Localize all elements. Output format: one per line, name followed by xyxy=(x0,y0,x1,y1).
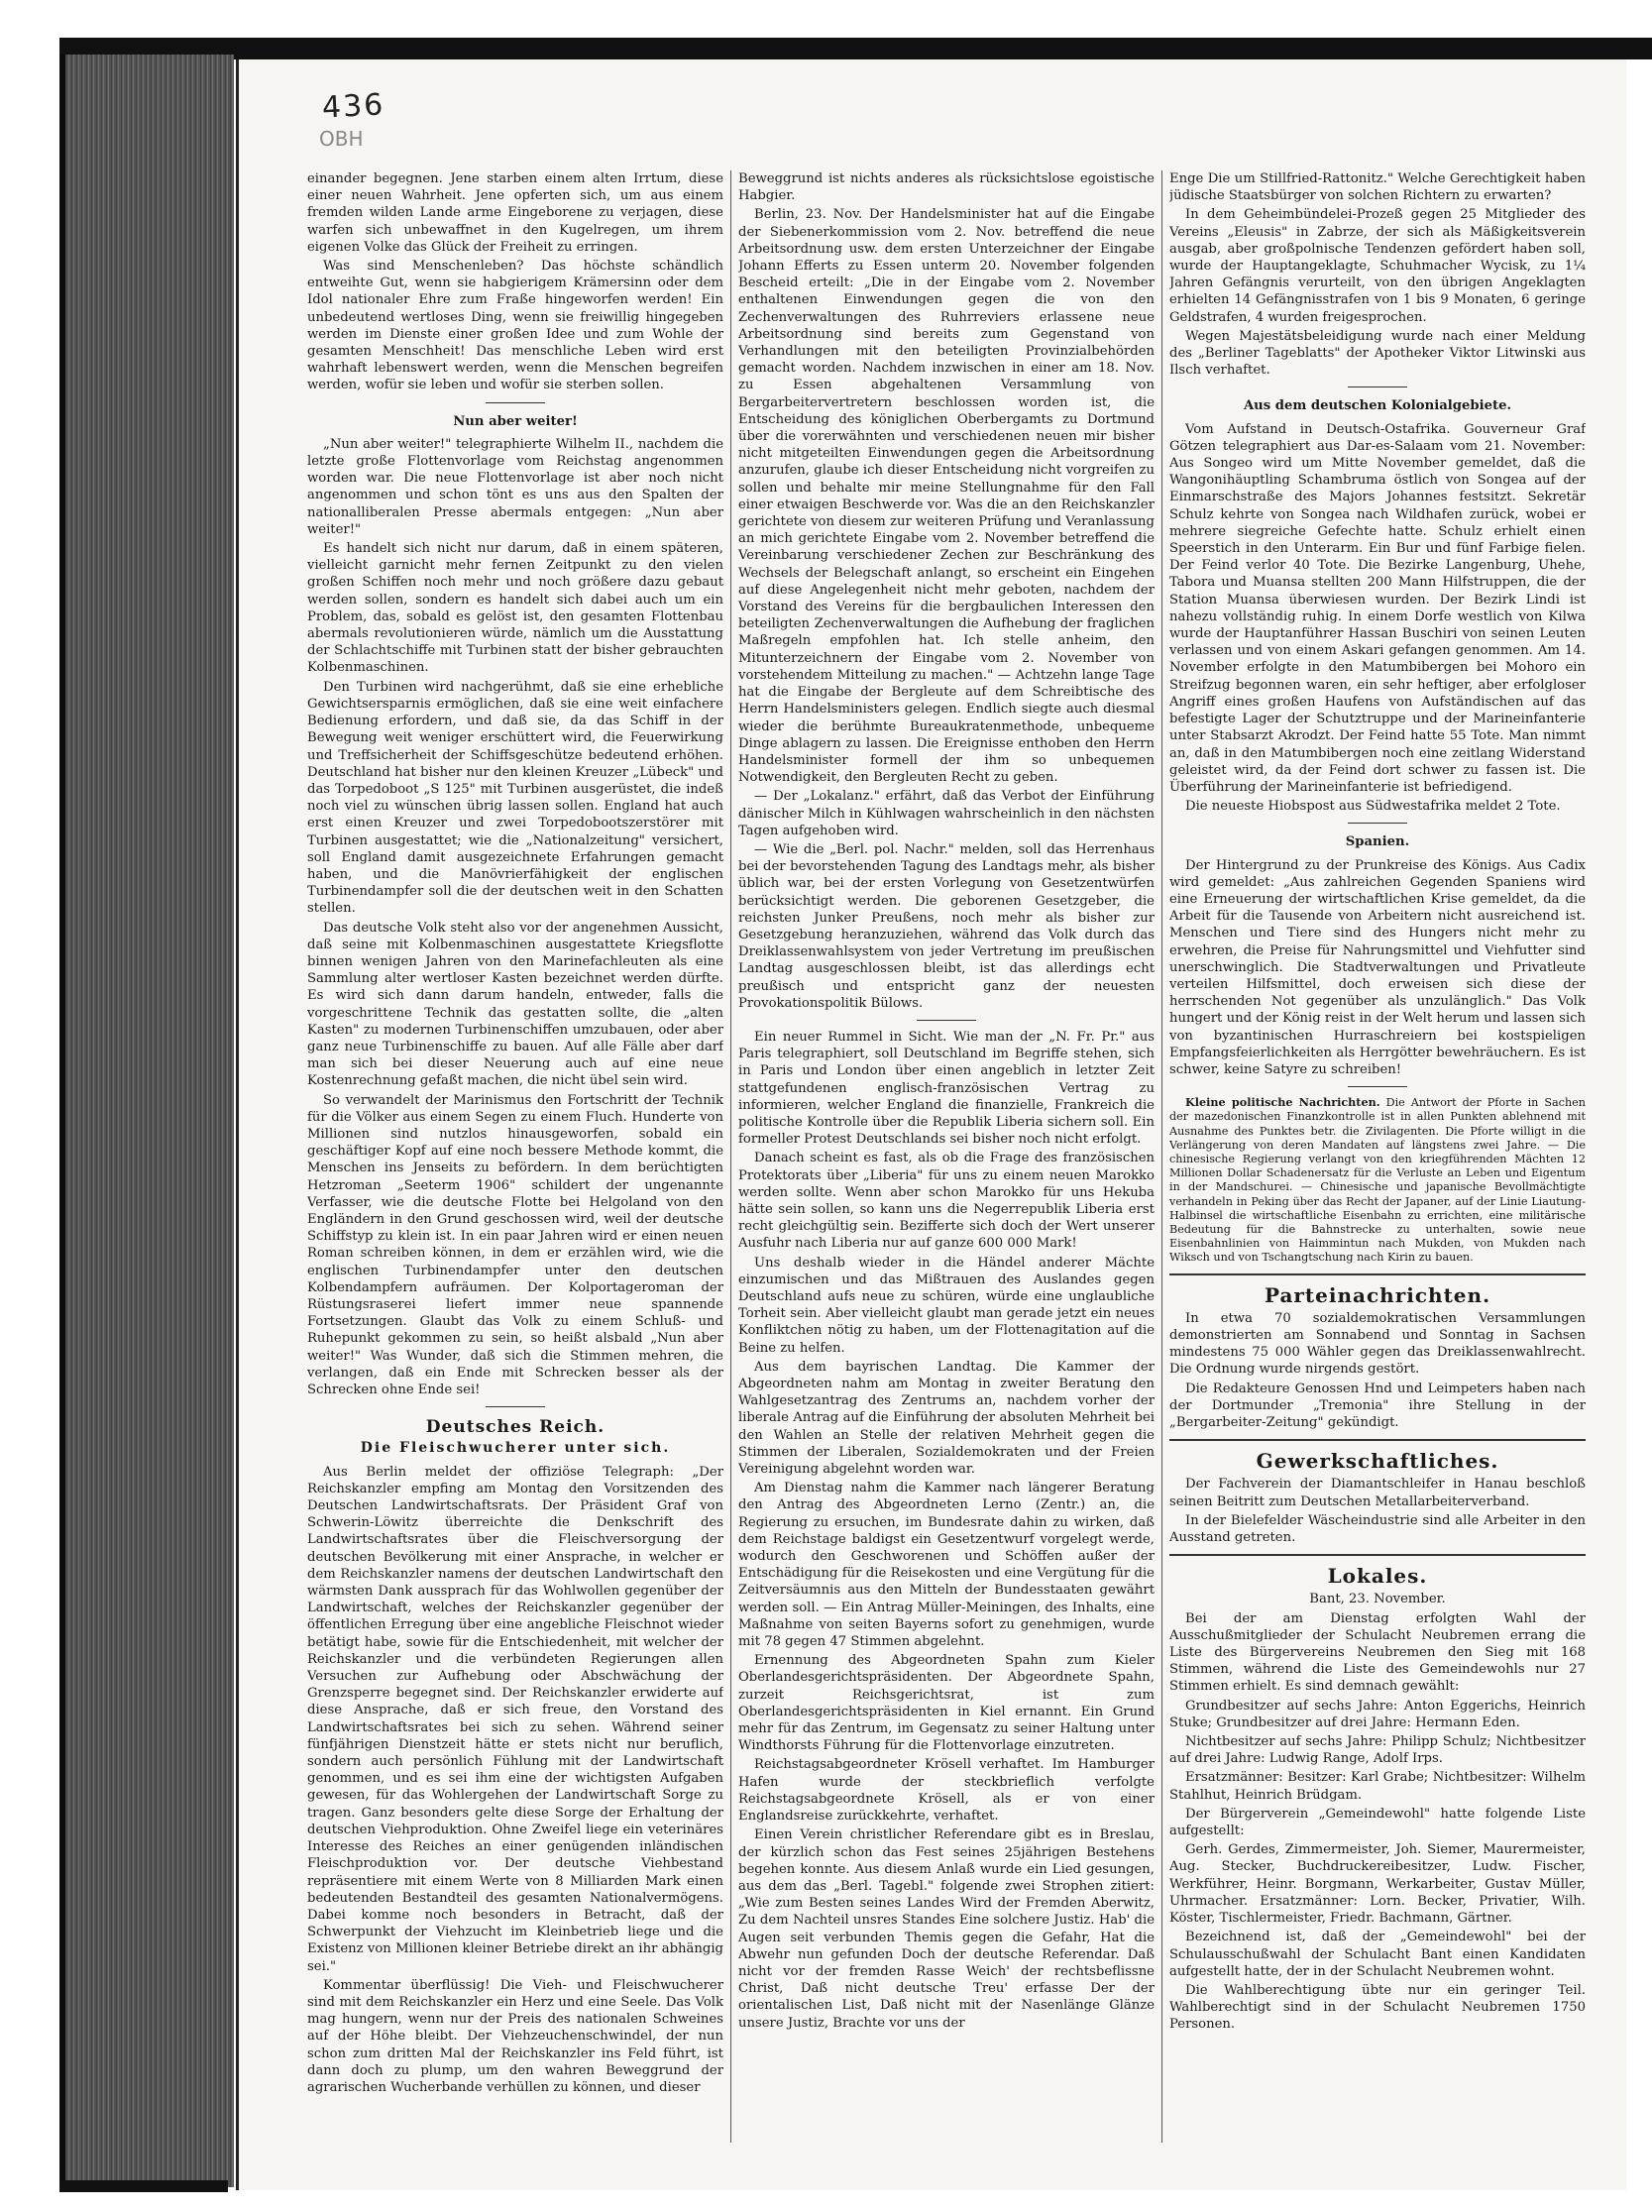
paragraph: Der Fachverein der Diamantschleifer in Hanau beschloß seinen Beitritt zum Deutschen Metallarbeiterverband. xyxy=(1169,1477,1586,1509)
paragraph xyxy=(1169,1095,1586,1265)
scanner-border-top xyxy=(59,38,1652,59)
column-rule xyxy=(730,170,731,2143)
paragraph: „Nun aber weiter!" telegraphierte Wilhelm II., nachdem die letzte große Flottenvorlage vom Reichstag angenommen worden war. Die neue Flottenvorlage ist aber noch nicht angenommen und schon tönt es uns aus den Spalten der nationalliberalen Presse abermals entgegen: „Nun aber weiter!" xyxy=(307,436,723,537)
paragraph: Ernennung des Abgeordneten Spahn zum Kieler Oberlandesgerichtspräsidenten. Der Abgeordnete Spahn, zurzeit Reichsgerichtsrat, ist zum Oberlandesgerichtspräsidenten in Kiel ernannt. Ein Grund mehr für das Zentrum, im Gegensatz zu seiner Haltung unter Windthorsts Führung für die Flottenvorlage einzutreten. xyxy=(738,1653,1155,1754)
column-rule xyxy=(1161,170,1162,2143)
divider xyxy=(486,402,545,403)
paragraph: Wegen Majestätsbeleidigung wurde nach einer Meldung des „Berliner Tageblatts" der Apotheker Viktor Litwinski aus Ilsch verhaftet. xyxy=(1169,328,1586,379)
section-heading: Spanien. xyxy=(1345,834,1410,850)
section-heading: Aus dem deutschen Kolonialgebiete. xyxy=(1243,398,1512,414)
paragraph: Die neueste Hiobspost aus Südwestafrika meldet 2 Tote. xyxy=(1185,799,1561,815)
divider xyxy=(1348,1086,1407,1087)
paragraph-text: Die Antwort der Pforte in Sachen der mazedonischen Finanzkontrolle ist in allen Punkten ablehnend mit Ausnahme des Punktes betr. die Zivilagenten. Die Pforte willigt in die Verlängerung von deren Mandaten auf längstens zwei Jahre. — Die chinesische Regierung verlangt von den kriegführenden Mächten 12 Millionen Dollar Schadenersatz für die Verluste an Leben und Eigentum in der Mandschurei. — Chinesische und japanische Bevollmächtigte verhandeln in Peking über das Recht der Japaner, auf der Linie Liautung-Halbinsel die wirtschaftliche Eisenbahn zu errichten, eine militärische Bedeutung für die Bahnstrecke zu unterhalten, sowie neue Eisenbahnlinien von Haimmintun nach Mukden, von Mukden nach Wiksch und von Tschangtschung nach Kirin zu bauen. xyxy=(1169,1096,1586,1265)
book-page-edges xyxy=(59,55,234,2187)
column-2 xyxy=(738,170,1155,2143)
paragraph: Die Redakteure Genossen Hnd und Leimpeters haben nach der Dortmunder „Tremonia" ihre Stellung in der „Bergarbeiter-Zeitung" gekündigt. xyxy=(1169,1381,1586,1431)
paragraph: Den Turbinen wird nachgerühmt, daß sie eine erhebliche Gewichtsersparnis ermöglichen, daß sie eine weit einfachere Bedienung erfordern, und daß sie, da das Schiff in der Bewegung weit weniger erschüttert wird, die Feuerwirkung und Treffsicherheit der Schiffsgeschütze bedeutend erhöhen. Deutschland hat bisher nur den kleinen Kreuzer „Lübeck" und das Torpedoboot „S 125" mit Turbinen ausgerüstet, die indeß noch viel zu wünschen übrig lassen sollen. England hat auch erst einen Kreuzer und zwei Torpedobootszerstörer mit Turbinen ausgestattet; wie die „Nationalzeitung" versichert, soll England damit ausgezeichnete Erfahrungen gemacht haben, und die Manövrierfähigkeit der englischen Turbinendampfer soll die der deutschen weit in den Schatten stellen. xyxy=(307,679,723,917)
paragraph: Uns deshalb wieder in die Händel anderer Mächte einzumischen und das Mißtrauen des Auslandes gegen Deutschland aufs neue zu schüren, würde eine unglaubliche Torheit sein. Aber vielleicht glaubt man gerade jetzt ein neues Konfliktchen nötig zu haben, um der Flottenagitation auf die Beine zu helfen. xyxy=(738,1255,1155,1356)
paragraph: — Der „Lokalanz." erfährt, daß das Verbot der Einführung dänischer Milch in Kühlwagen wahrscheinlich in den nächsten Tagen aufgehoben wird. xyxy=(738,789,1155,838)
page-number: 436 xyxy=(321,87,386,126)
paragraph: Reichstagsabgeordneter Krösell verhaftet. Im Hamburger Hafen wurde der steckbrieflich verfolgte Reichstagsabgeordnete Krösell, als er von einer Englandsreise zurückkehrte, verhaftet. xyxy=(738,1757,1155,1825)
scanner-border-bottom xyxy=(59,2180,228,2192)
paragraph: Ein neuer Rummel in Sicht. Wie man der „N. Fr. Pr." aus Paris telegraphiert, soll Deutschland im Begriffe stehen, sich in Paris und London über einen angeblich in letzter Zeit stattgefundenen englisch-französischen Vertrag zu informieren, welcher England die finanzielle, Frankreich die politische Kontrolle über die Republik Liberia sichern soll. Ein formeller Protest Deutschlands sei bisher noch nicht erfolgt. xyxy=(738,1029,1155,1148)
paragraph: Der Bürgerverein „Gemeindewohl" hatte folgende Liste aufgestellt: xyxy=(1169,1806,1586,1839)
paragraph: In der Bielefelder Wäscheindustrie sind alle Arbeiter in den Ausstand getreten. xyxy=(1169,1512,1586,1546)
divider xyxy=(1348,823,1407,824)
paragraph: Enge Die um Stillfried-Rattonitz." Welche Gerechtigkeit haben jüdische Staatsbürger von solchen Richtern zu erwarten? xyxy=(1169,171,1586,204)
paragraph: Aus dem bayrischen Landtag. Die Kammer der Abgeordneten nahm am Montag in zweiter Beratung den Wahlgesetzantrag des Zentrums an, nachdem vorher der liberale Antrag auf die Einführung der absoluten Mehrheit bei den Wahlen an Stelle der relativen Mehrheit gegen die Stimmen der Liberalen, Sozialdemokraten und der Freien Vereinigung abgelehnt worden war. xyxy=(738,1359,1155,1478)
page-mark: OBH xyxy=(319,127,364,151)
paragraph: Am Dienstag nahm die Kammer nach längerer Beratung den Antrag des Abgeordneten Lerno (Zentr.) an, die Regierung zu ersuchen, im Bundesrate dahin zu wirken, daß dem Reichstage baldigst ein Gesetzentwurf vorgelegt werde, wodurch den Geschworenen und Schöffen außer der Entschädigung für die Reisekosten und eine Vergütung für die Zeitversäumnis aus den Mitteln der Bundesstaaten gewährt werden soll. — Ein Antrag Müller-Meiningen, des Inhalts, eine Maßnahme von seiten Bayerns sofort zu genehmigen, wurde mit 78 gegen 47 Stimmen abgelehnt. xyxy=(738,1481,1155,1650)
dateline: Bant, 23. November. xyxy=(1309,1592,1446,1607)
column-3 xyxy=(1169,170,1586,2143)
paragraph: einander begegnen. Jene starben einem alten Irrtum, diese einer neuen Wahrheit. Jene opferten sich, um aus einem fremden wilden Lande arme Eingeborene zu verjagen, diese warfen sich unbewaffnet in den Kugelregen, um ihrem eigenen Volke das Glück der Freiheit zu erringen. xyxy=(307,171,723,255)
article-headline: Die Fleischwucherer unter sich. xyxy=(360,1440,671,1457)
column-1 xyxy=(307,170,723,2143)
section-heading: Parteinachrichten. xyxy=(1264,1282,1491,1307)
paragraph: So verwandelt der Marinismus den Fortschritt der Technik für die Völker aus einem Segen zu einem Fluch. Hunderte von Millionen sind nutzlos hinausgeworfen, sobald ein geschäftiger Kopf auf eine noch bessere Methode kommt, die Menschen ins Jenseits zu befördern. In dem berüchtigten Hetzroman „Seeterm 1906" schildert der ungenannte Verfasser, wie die deutsche Flotte bei Helgoland von den Engländern in den Grund geschossen wird, weil der deutsche Schiffstyp zu klein ist. In ein paar Jahren wird er einen neuen Roman schreiben können, in dem er erzählen wird, wie die englischen Turbinendampfer unter den deutschen Kolbendampfern aufräumen. Der Kolportageroman der Rüstungsraserei liefert immer neue spannende Fortsetzungen. Glaubt das Volk zu einem Schluß- und Ruhepunkt gekommen zu sein, so heißt alsbald „Nun aber weiter!" Was Wunder, daß sich die Stimmen mehren, die verlangen, daß ein Ende mit Schrecken besser als der Schrecken ohne Ende sei! xyxy=(307,1092,723,1398)
section-heading: Gewerkschaftliches. xyxy=(1256,1449,1499,1474)
divider xyxy=(917,1020,976,1021)
section-heading: Lokales. xyxy=(1327,1564,1428,1589)
paragraph: Grundbesitzer auf sechs Jahre: Anton Eggerichs, Heinrich Stuke; Grundbesitzer auf drei Jahre: Hermann Eden. xyxy=(1169,1698,1586,1730)
section-heading: Deutsches Reich. xyxy=(425,1417,606,1438)
divider xyxy=(1169,1554,1586,1556)
inline-heading: Kleine politische Nachrichten. xyxy=(1185,1095,1380,1110)
paragraph: Ersatzmänner: Besitzer: Karl Grabe; Nichtbesitzer: Wilhelm Stahlhut, Heinrich Brüdgam. xyxy=(1169,1770,1586,1803)
paragraph: Gerh. Gerdes, Zimmermeister, Joh. Siemer, Maurermeister, Aug. Stecker, Buchdruckereibesitzer, Ludw. Fischer, Werkführer, Heinr. Borgmann, Werkarbeiter, Gustav Müller, Uhrmacher. Ersatzmänner: Lorn. Becker, Privatier, Wilh. Köster, Tischlermeister, Friedr. Bachmann, Gärtner. xyxy=(1169,1842,1586,1927)
paragraph: Vom Aufstand in Deutsch-Ostafrika. Gouverneur Graf Götzen telegraphiert aus Dar-es-Salaam vom 21. November: Aus Songeo wird um Mitte November gemeldet, daß die Wangonihäuptling Schambruma östlich von Songea auf der Einmarschstraße des Majors Johannes festsitzt. Sekretär Schulz kehrte von Songea nach Wildhafen zurück, wobei er mehrere siegreiche Gefechte hatte. Schulz erhielt einen Speerstich in den Unterarm. Ein Bur und fünf Farbige fielen. Der Feind verlor 40 Tote. Die Bezirke Langenburg, Uhehe, Tabora und Muansa stellten 200 Mann Hilfstruppen, die der Station Muansa überwiesen wurden. Der Bezirk Lindi ist nahezu vollständig ruhig. In einem Dorfe westlich von Kilwa wurde der Hauptanführer Hassan Buschiri von seinen Leuten verlassen und von einem Askari gefangen genommen. Am 14. November erfolgte in den Matumbibergen bei Mohoro ein Streifzug begonnen waren, ein sehr heftiger, aber erfolgloser Angriff eines großen Haufens von Aufständischen auf das befestigte Lager der Schutztruppe und der Marineinfanterie unter Stabsarzt Akrodzt. Der Feind hatte 55 Tote. Man nimmt an, daß in den Matumbibergen noch eine zeitlang Widerstand geleistet wird, da der Feind dort schwer zu fassen ist. Die Überführung der Marineinfanterie ist befriedigend. xyxy=(1169,421,1586,795)
paragraph: Die Wahlberechtigung übte nur ein geringer Teil. Wahlberechtigt sind in der Schulacht Neubremen 1750 Personen. xyxy=(1169,1982,1586,2033)
paragraph: In dem Geheimbündelei-Prozeß gegen 25 Mitglieder des Vereins „Eleusis" in Zabrze, der sich als Mäßigkeitsverein ausgab, aber großpolnische Tendenzen gefördert haben soll, wurde der Hauptangeklagte, Schuhmacher Wycisk, zu 1¼ Jahren Gefängnis verurteilt, von den übrigen Angeklagten erhielten 14 Gefängnisstrafen von 1 bis 9 Monaten, 6 geringe Geldstrafen, 4 wurden freigesprochen. xyxy=(1169,207,1586,325)
paragraph: Aus Berlin meldet der offiziöse Telegraph: „Der Reichskanzler empfing am Montag den Vorsitzenden des Deutschen Landwirtschaftsrats. Der Präsident Graf von Schwerin-Löwitz überreichte die Denkschrift des Landwirtschaftsrates über die Fleischversorgung der deutschen Bevölkerung mit einer Ansprache, in welcher er dem Reichskanzler namens der deutschen Landwirtschaft den wärmsten Dank aussprach für das Wohlwollen gegenüber der Landwirtschaft, welches der Reichskanzler gegenüber der öffentlichen Erregung über eine angebliche Fleischnot wieder betätigt habe, sowie für die Entschiedenheit, mit welcher der Reichskanzler und die verbündeten Regierungen allen Versuchen zur Aufhebung oder Abschwächung der Grenzsperre begegnet sind. Der Reichskanzler erwiderte auf diese Ansprache, daß er sich freue, den Vorstand des Landwirtschaftsrates bei sich zu sehen. Während seiner fünfjährigen Dienstzeit hätte er stets nicht nur beruflich, sondern auch persönlich Fühlung mit der Landwirtschaft genommen, und es sei ihm eine der wichtigsten Aufgaben gewesen, für das Wohlergehen der Landwirtschaft Sorge zu tragen. Ganz besonders gelte diese Sorge der Erhaltung der deutschen Viehproduktion. Ohne Zweifel liege ein veterinäres Interesse des Reiches an einer genügenden inländischen Fleischproduktion vor. Der deutsche Viehbestand repräsentiere mit einem Werte von 8 Milliarden Mark einen bedeutenden Bestandteil des gesamten Nationalvermögens. Dabei komme noch besonders in Betracht, daß der Schwerpunkt der Viehzucht im Kleinbetrieb liege und die Existenz von Millionen kleiner Betriebe direkt an ihr abhängig sei." xyxy=(307,1464,723,1974)
paragraph: Das deutsche Volk steht also vor der angenehmen Aussicht, daß seine mit Kolbenmaschinen ausgestattete Kriegsflotte binnen wenigen Jahren von den Marinefachleuten als eine Sammlung alter wertloser Kasten bezeichnet werden dürfte. Es wird sich dann darum handeln, entweder, falls die vorgeschrittene Technik das gestatten sollte, die „alten Kasten" zu modernen Turbinenschiffen umzubauen, oder aber ganz neue Turbinenschiffe zu bauen. Auf alle Fälle aber darf man sich bei dieser Neuerung auch auf eine neue Kostenrechnung gefaßt machen, die nicht übel sein wird. xyxy=(307,920,723,1089)
paragraph: Kommentar überflüssig! Die Vieh- und Fleischwucherer sind mit dem Reichskanzler ein Herz und eine Seele. Das Volk mag hungern, wenn nur der Preis des nationalen Schweines auf der Höhe bleibt. Der Viehzeuchenschwindel, der nun schon zum dritten Mal der Reichskanzler ins Feld führt, ist dann doch zu plump, um den wahren Beweggrund der agrarischen Wucherbande verhüllen zu können, und dieser xyxy=(307,1977,723,2095)
paragraph: In etwa 70 sozialdemokratischen Versammlungen demonstrierten am Sonnabend und Sonntag in Sachsen mindestens 75 000 Wähler gegen das Dreiklassenwahlrecht. Die Ordnung wurde nirgends gestört. xyxy=(1169,1310,1586,1378)
paragraph: Nichtbesitzer auf sechs Jahre: Philipp Schulz; Nichtbesitzer auf drei Jahre: Ludwig Range, Adolf Irps. xyxy=(1169,1734,1586,1767)
paragraph: Einen Verein christlicher Referendare gibt es in Breslau, der kürzlich schon das Fest seines 25jährigen Bestehens begehen konnte. Aus diesem Anlaß wurde ein Lied gesungen, aus dem das „Berl. Tagebl." folgende zwei Strophen zitiert: „Wie zum Besten seines Landes Wird der Fremden Aberwitz, Zu dem Nachteil unsres Standes Eine solchere Justiz. Hab' die Augen seit verbunden Themis gegen die Gefahr, Hat die Abwehr nun gefunden Doch der deutsche Referendar. Daß nicht vor der fremden Rasse Weich' der rechtsbeflissne Christ, Daß nicht deutsche Treu' erfasse Der der orientalischen List, Daß nicht mit der Nasenlänge Glänze unsere Justiz, Brachte vor uns der xyxy=(738,1827,1155,2031)
paragraph: — Wie die „Berl. pol. Nachr." melden, soll das Herrenhaus bei der bevorstehenden Tagung des Landtags mehr, als bisher üblich war, bei der ersten Vorlegung von Gesetzentwürfen berücksichtigt werden. Die geborenen Gesetzgeber, die reichsten Junker Preußens, noch mehr als bisher zur Gesetzgebung heranzuziehen, während das Volk durch das Dreiklassenwahlsystem von jeder Vertretung im preußischen Landtag ausgeschlossen bleibt, ist das allerdings echt preußisch und entspricht ganz der neuesten Provokationspolitik Bülows. xyxy=(738,841,1155,1011)
paragraph: Bezeichnend ist, daß der „Gemeindewohl" bei der Schulausschußwahl der Schulacht Bant einen Kandidaten aufgestellt hatte, der in der Schulacht Neubremen wohnt. xyxy=(1169,1930,1586,1979)
divider xyxy=(486,1406,545,1407)
divider xyxy=(1169,1439,1586,1441)
paragraph: Der Hintergrund zu der Prunkreise des Königs. Aus Cadix wird gemeldet: „Aus zahlreichen Gegenden Spaniens wird eine Erneuerung der wirtschaftlichen Krise gemeldet, da die Arbeit für die Tausende von Arbeitern nicht ausreichend ist. Menschen und Tiere sind des Hungers nicht mehr zu erwehren, die Preise für Nahrungsmittel und Viehfutter sind unerschwinglich. Die Stadtverwaltungen und Privatleute verteilen Hilfsmittel, doch erweisen sich diese der herrschenden Not gegenüber als unzulänglich." Das Volk hungert und der König reist in der Welt herum und lassen sich von byzantinischen Hurraschreiern bei kostspieligen Empfangsfeierlichkeiten als Herrgötter bewehräuchern. Es ist schwer, keine Satyre zu schreiben! xyxy=(1169,857,1586,1077)
paragraph: Beweggrund ist nichts anderes als rücksichtslose egoistische Habgier. xyxy=(738,171,1155,204)
paragraph: Was sind Menschenleben? Das höchste schändlich entweihte Gut, wenn sie habgierigem Krämersinn oder dem Idol nationaler Ehre zum Fraße hingeworfen werden! Ein unbedeutend wertloses Ding, wenn sie freiwillig hingegeben werden im Dienste einer großen Idee und zum Wohle der gesamten Menschheit! Das menschliche Leben wird erst wahrhaft lebenswert werden, wenn die Menschen begreifen werden, wofür sie leben und wofür sie sterben sollen. xyxy=(307,259,723,393)
article-headline: Nun aber weiter! xyxy=(453,413,578,429)
divider xyxy=(1169,1273,1586,1275)
paragraph: Berlin, 23. Nov. Der Handelsminister hat auf die Eingabe der Siebenerkommission vom 2. Nov. betreffend die neue Arbeitsordnung usw. dem ersten Unterzeichner der Eingabe Johann Efferts zu Essen unterm 20. November folgenden Bescheid erteilt: „Die in der Eingabe vom 2. November enthaltenen Einwendungen gegen die von den Zechenverwaltungen des Ruhrreviers erlassene neue Arbeitsordnung sind bereits zum Gegenstand von Verhandlungen mit den beteiligten Provinzialbehörden gemacht worden. Nachdem inzwischen in einer am 18. Nov. zu Essen abgehaltenen Versammlung von Bergarbeitervertretern beschlossen worden ist, die Entscheidung des königlichen Oberbergamts zu Dortmund über die vorerwähnten und verschiedenen neuen mir bisher nicht mitgeteilten Einwendungen gegen die Arbeitsordnung anzurufen, glaube ich dieser Entscheidung nicht vorgreifen zu sollen und behalte mir meine Stellungnahme für den Fall einer etwaigen Beschwerde vor. Was die an den Reichskanzler gerichtete von diesem zur weiteren Prüfung und Veranlassung an mich gerichtete Eingabe vom 2. November betreffend die Vereinbarung verschiedener Zechen zur Beschränkung des Wechsels der Belegschaft anlangt, so erscheint ein Eingehen auf diese Angelegenheit nicht mehr geboten, nachdem der Vorstand des Vereins für die bergbaulichen Interessen den beteiligten Zechenverwaltungen die Aufhebung der fraglichen Maßregeln empfohlen hat. Ich stelle anheim, den Mitunterzeichnern der Eingabe vom 2. November von vorstehendem Mitteilung zu machen." — Achtzehn lange Tage hat die Eingabe der Bergleute auf dem Schreibtische des Herrn Handelsministers gelegen. Endlich siegte auch diesmal wieder die berühmte Bureaukratenmethode, unbequeme Dinge ablagern zu lassen. Die Ereignisse enthoben den Herrn Handelsminister formell der ihm so unbequemen Notwendigkeit, den Bergleuten Recht zu geben. xyxy=(738,207,1155,786)
paragraph: Danach scheint es fast, als ob die Frage des französischen Protektorats über „Liberia" für uns zu einem neuen Marokko werden sollte. Wenn aber schon Marokko für uns Hekuba hätte sein sollen, so kann uns die Negerrepublik Liberia erst recht gleichgültig sein. Bezifferte sich doch der Wert unserer Ausfuhr nach Liberia nur auf ganze 600 000 Mark! xyxy=(738,1151,1155,1252)
paragraph: Bei der am Dienstag erfolgten Wahl der Ausschußmitglieder der Schulacht Neubremen errang die Liste des Bürgervereins Neubremen den Sieg mit 168 Stimmen, während die Liste des Gemeindewohls nur 27 Stimmen erhielt. Es sind demnach gewählt: xyxy=(1169,1610,1586,1695)
paragraph: Es handelt sich nicht nur darum, daß in einem späteren, vielleicht garnicht mehr fernen Zeitpunkt zu den vielen großen Schiffen noch mehr und noch größere dazu gebaut werden sollen, sondern es handelt sich dabei auch um ein Problem, das, sobald es gelöst ist, den gesamten Flottenbau abermals revolutionieren würde, nämlich um die Ausstattung der Schlachtschiffe mit Turbinen statt der bisher gebrauchten Kolbenmaschinen. xyxy=(307,541,723,676)
